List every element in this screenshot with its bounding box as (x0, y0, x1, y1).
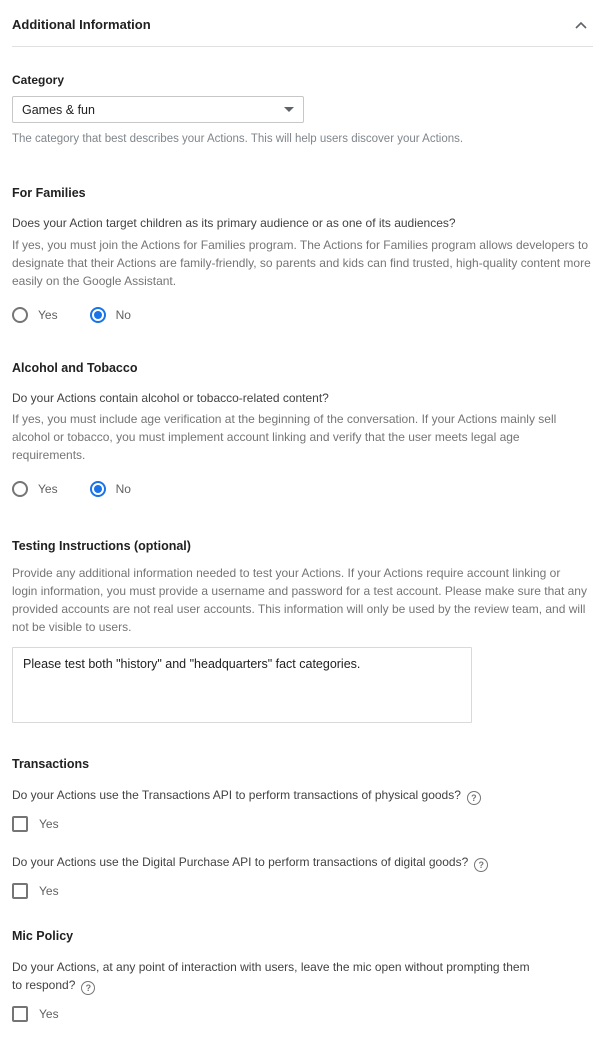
alcohol-tobacco-radio-no[interactable] (90, 481, 131, 497)
collapse-section-button[interactable] (571, 14, 591, 34)
transactions-question-physical (12, 786, 593, 805)
panel-title: Additional Information (12, 16, 151, 32)
category-label: Category (12, 73, 65, 87)
alcohol-tobacco-title: Alcohol and Tobacco (12, 360, 138, 375)
for-families-title: For Families (12, 186, 86, 201)
transactions-question-digital (12, 853, 593, 872)
radio-icon[interactable] (12, 481, 28, 497)
alcohol-tobacco-helper: If yes, you must include age verification at the beginning of the conversation. If your Actions mainly sell alcohol or tobacco, you must implement account linking and verify that the user meets legal age requirements. (12, 412, 557, 463)
help-icon[interactable]: ? (467, 791, 481, 805)
checkbox-icon[interactable] (12, 816, 28, 832)
mic-policy-question (12, 958, 532, 995)
radio-label: No (115, 482, 131, 497)
chevron-up-icon (575, 17, 587, 32)
for-families-radio-no[interactable] (90, 307, 131, 323)
radio-icon[interactable] (12, 307, 28, 323)
category-select[interactable] (12, 96, 304, 123)
panel-header (12, 0, 593, 47)
radio-icon[interactable] (90, 481, 106, 497)
help-icon[interactable]: ? (81, 981, 95, 995)
testing-instructions-title: Testing Instructions (optional) (12, 539, 191, 554)
for-families-question: Does your Action target children as its primary audience or as one of its audiences? (12, 216, 456, 231)
mic-policy-checkbox-row[interactable] (12, 1006, 593, 1022)
mic-policy-title: Mic Policy (12, 929, 74, 944)
question-text: Do your Actions use the Digital Purchase API to perform transactions of digital goods? (12, 855, 469, 870)
radio-label: Yes (38, 482, 58, 497)
for-families-radio-group (12, 307, 593, 323)
question-text: Do your Actions use the Transactions API to perform transactions of physical goods? (12, 788, 461, 803)
transactions-physical-checkbox-row[interactable] (12, 816, 593, 832)
radio-label: Yes (38, 307, 58, 322)
radio-label: No (115, 307, 131, 322)
checkbox-label: Yes (39, 884, 59, 899)
checkbox-icon[interactable] (12, 1006, 28, 1022)
testing-instructions-helper: Provide any additional information needed to test your Actions. If your Actions require account linking or login information, you must provide a username and password for a test account. Please make sure that any provided accounts are not real user accounts. This information will only be used by the review team, and will not be visible to users. (12, 566, 587, 635)
transactions-title: Transactions (12, 757, 90, 772)
alcohol-tobacco-radio-yes[interactable] (12, 481, 58, 497)
for-families-radio-yes[interactable] (12, 307, 58, 323)
checkbox-icon[interactable] (12, 883, 28, 899)
transactions-digital-checkbox-row[interactable] (12, 883, 593, 899)
testing-instructions-textarea[interactable] (12, 647, 472, 723)
checkbox-label: Yes (39, 1007, 59, 1022)
for-families-helper: If yes, you must join the Actions for Families program. The Actions for Families program allows developers to designate that their Actions are family-friendly, so parents and kids can find trusted, high-quality content more easily on the Google Assistant. (12, 237, 591, 288)
help-icon[interactable]: ? (474, 858, 488, 872)
radio-icon[interactable] (90, 307, 106, 323)
dropdown-arrow-icon (284, 107, 294, 112)
checkbox-label: Yes (39, 817, 59, 832)
category-selected-value: Games & fun (22, 102, 95, 117)
alcohol-tobacco-question: Do your Actions contain alcohol or tobacco-related content? (12, 390, 329, 405)
alcohol-tobacco-radio-group (12, 481, 593, 497)
category-helper-text: The category that best describes your Actions. This will help users discover your Actions. (12, 133, 464, 145)
question-text: Do your Actions, at any point of interaction with users, leave the mic open without prompting them to respond? (12, 960, 530, 993)
